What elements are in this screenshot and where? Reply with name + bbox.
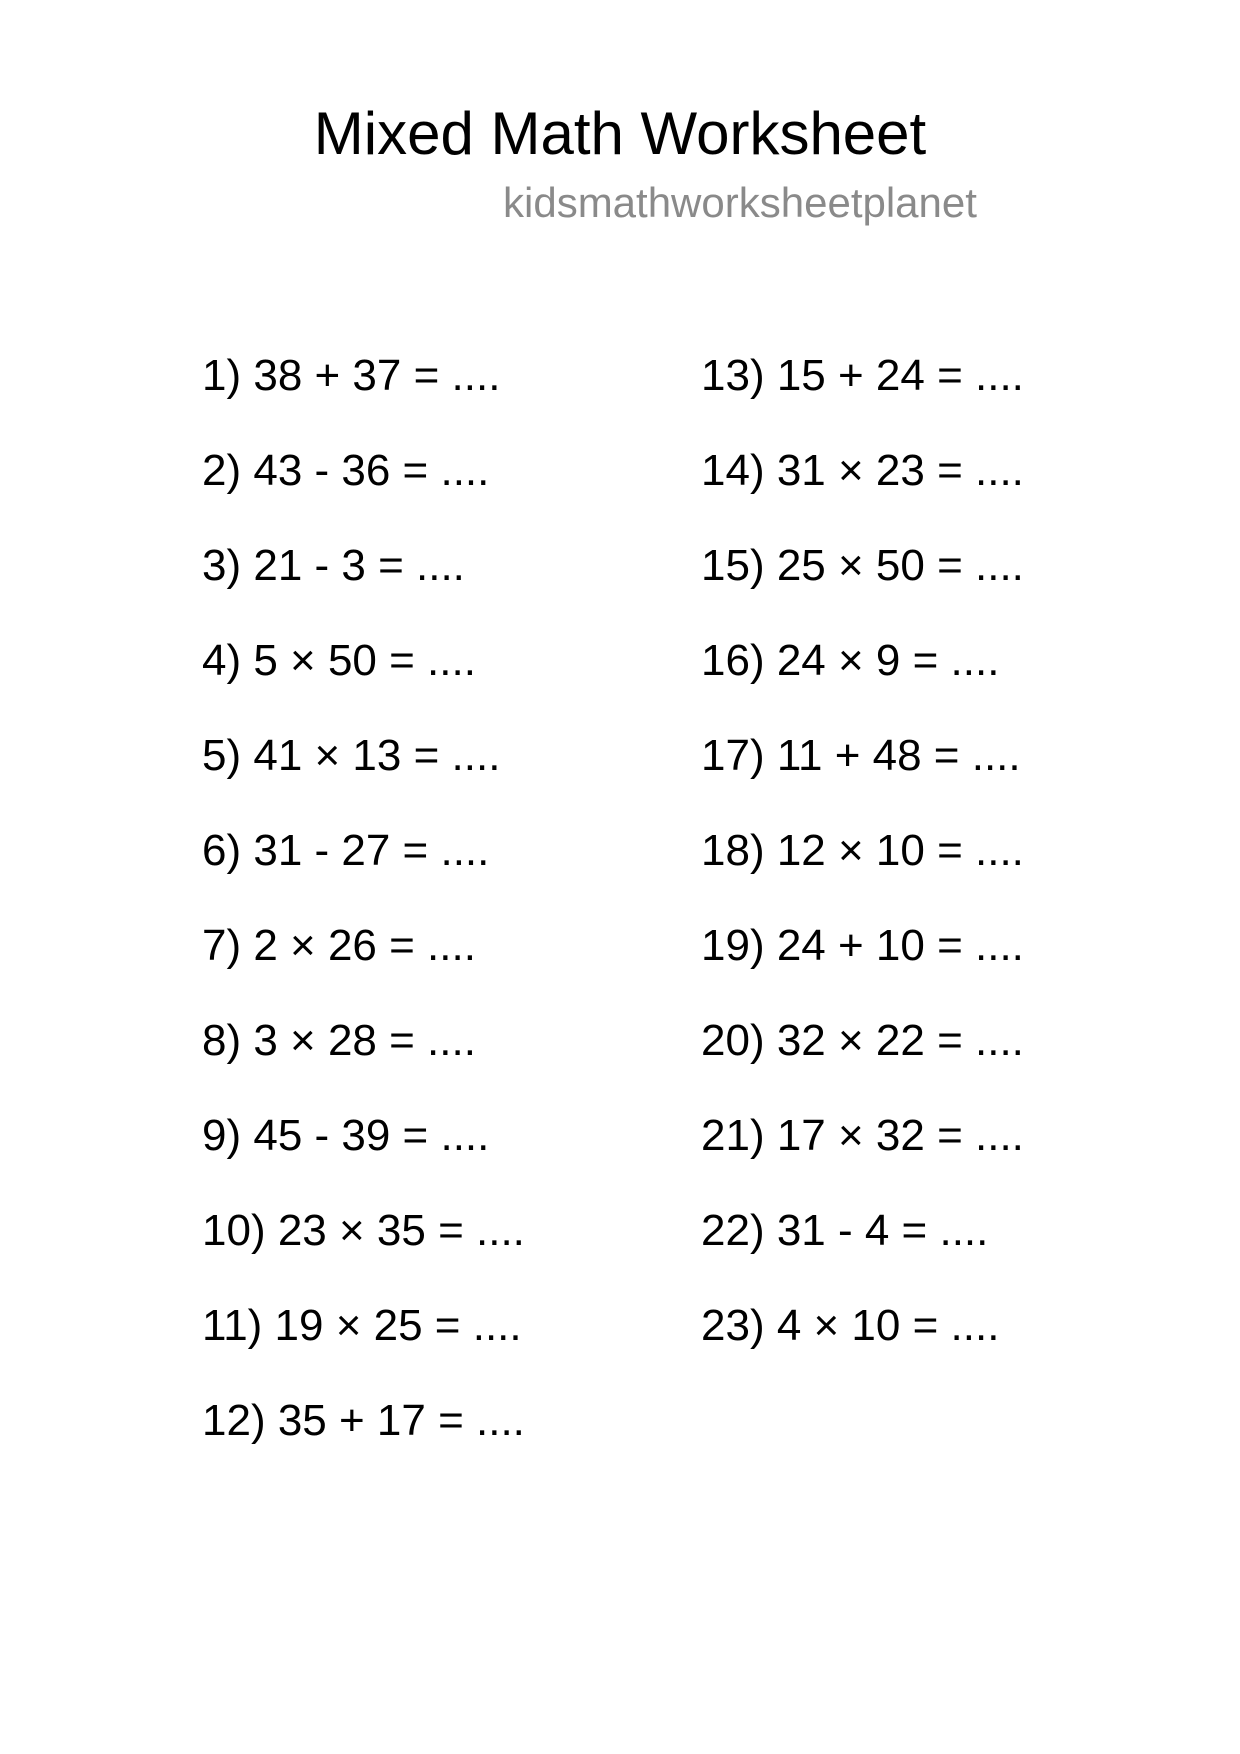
problem-23: 23) 4 × 10 = .... [701,1301,1000,1350]
worksheet-title: Mixed Math Worksheet [313,100,927,167]
problem-20: 20) 32 × 22 = .... [701,1016,1024,1065]
problem-3: 3) 21 - 3 = .... [202,541,465,590]
problem-7: 7) 2 × 26 = .... [202,921,476,970]
problem-18: 18) 12 × 10 = .... [701,826,1024,875]
problem-6: 6) 31 - 27 = .... [202,826,490,875]
problem-4: 4) 5 × 50 = .... [202,636,476,685]
problem-2: 2) 43 - 36 = .... [202,446,490,495]
problem-17: 17) 11 + 48 = .... [701,731,1021,780]
problem-8: 8) 3 × 28 = .... [202,1016,476,1065]
problem-11: 11) 19 × 25 = .... [202,1301,522,1350]
problem-column-left [202,348,525,1488]
problem-9: 9) 45 - 39 = .... [202,1111,490,1160]
problem-column-right [701,348,1024,1393]
problem-1: 1) 38 + 37 = .... [202,351,501,400]
problem-10: 10) 23 × 35 = .... [202,1206,525,1255]
problem-5: 5) 41 × 13 = .... [202,731,501,780]
worksheet-source: kidsmathworksheetplanet [503,179,977,226]
problem-19: 19) 24 + 10 = .... [701,921,1024,970]
problem-21: 21) 17 × 32 = .... [701,1111,1024,1160]
problem-12: 12) 35 + 17 = .... [202,1396,525,1445]
problem-16: 16) 24 × 9 = .... [701,636,1000,685]
problem-15: 15) 25 × 50 = .... [701,541,1024,590]
problem-14: 14) 31 × 23 = .... [701,446,1024,495]
problem-13: 13) 15 + 24 = .... [701,351,1024,400]
problem-22: 22) 31 - 4 = .... [701,1206,989,1255]
